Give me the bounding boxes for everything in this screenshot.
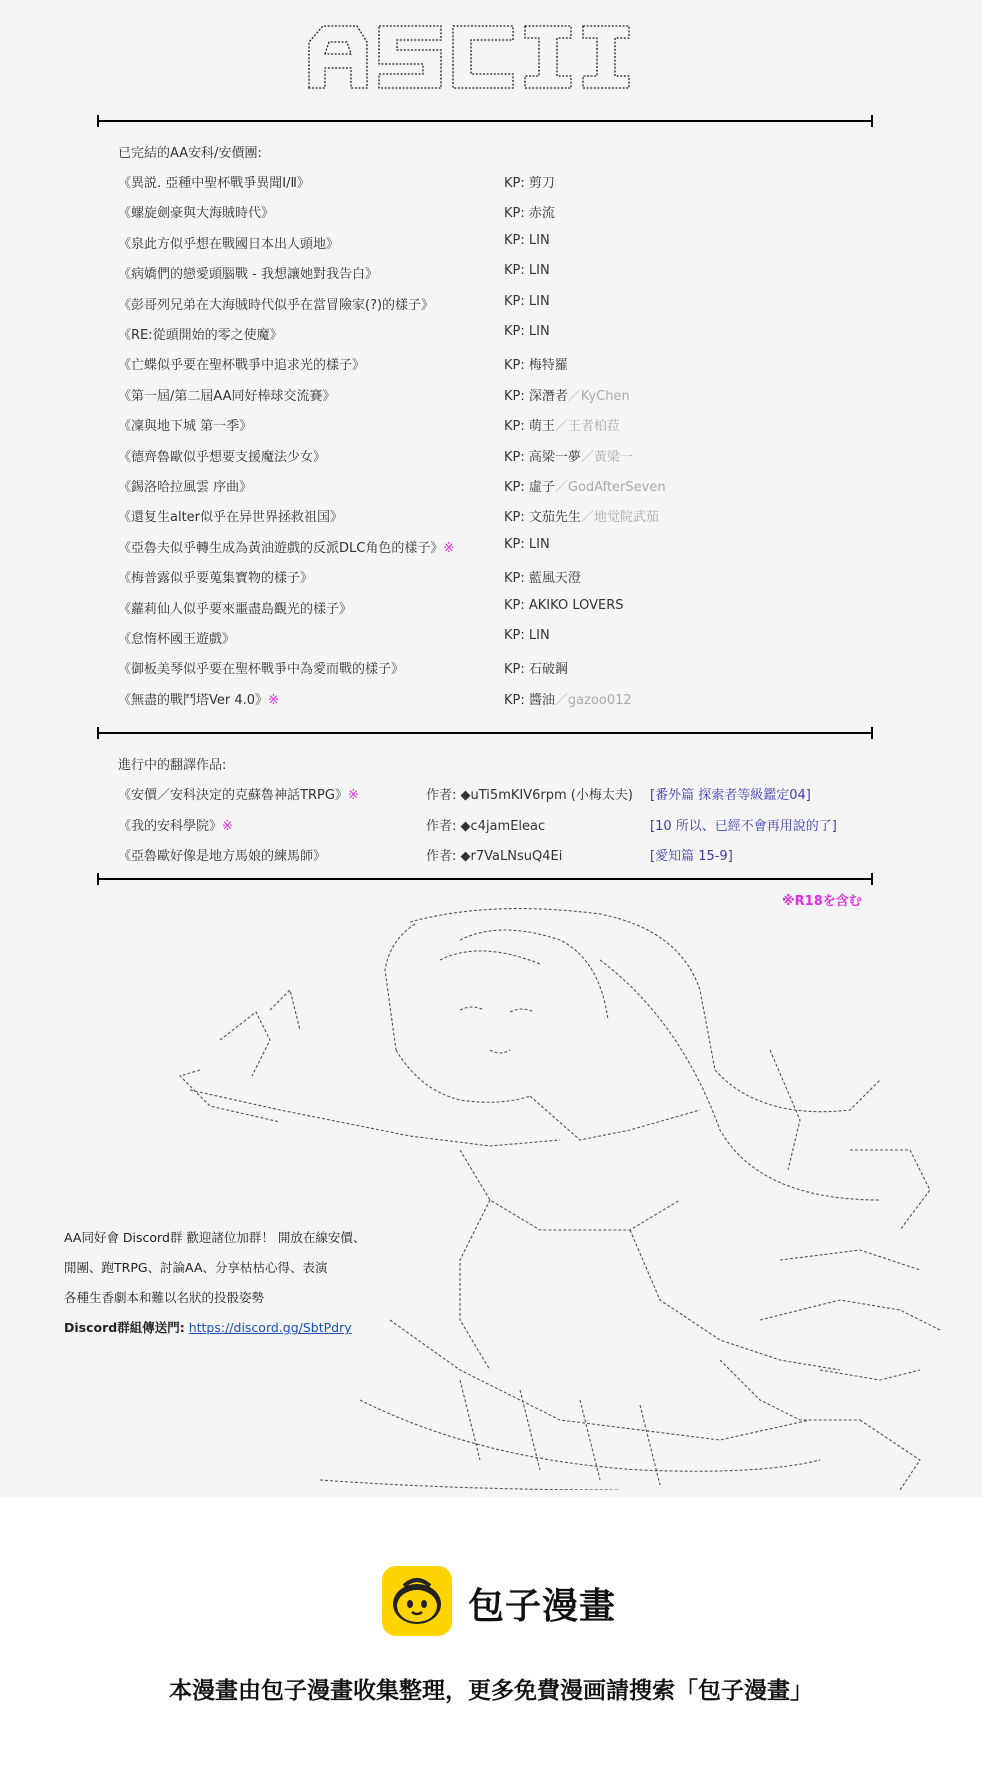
author-prefix: 作者: [426,788,457,803]
completed-row [118,476,878,500]
completed-row [118,324,878,348]
completed-title-text: 《泉此方似乎想在戰國日本出人頭地》 [118,236,340,252]
ongoing-chapter-link[interactable]: [番外篇 探索者等級鑑定04] [650,788,811,803]
divider-middle [97,732,873,734]
completed-title [118,172,310,191]
ongoing-author [426,845,562,864]
ongoing-title [118,815,233,834]
kp-prefix: KP: [504,293,525,309]
kp-prefix: KP: [504,480,525,495]
completed-title-text: 《錫洛哈拉風雲 序曲》 [118,480,253,495]
kp-name: LIN [528,293,550,309]
kp-prefix: KP: [504,206,525,222]
completed-kp [504,506,659,525]
author-name: ◆r7VaLNsuQ4Ei [460,849,563,864]
completed-kp [504,567,581,586]
ongoing-heading: 進行中的翻譯作品: [118,758,227,773]
kp-name: 赤流 [528,206,555,222]
completed-kp [504,324,550,339]
completed-row [118,294,878,318]
completed-title-text: 《御板美琴似乎要在聖杯戰爭中為愛而戰的樣子》 [118,662,405,678]
kp-alt-name: ／gazoo012 [554,692,632,708]
completed-kp [504,385,630,404]
ongoing-title [118,845,326,864]
author-prefix: 作者: [426,818,457,834]
kp-name: LIN [528,263,550,279]
ascii-logo-icon [305,20,635,92]
kp-name: LIN [528,536,550,552]
ongoing-title-text: 《安價／安科決定的克蘇魯神話TRPG》 [118,788,348,803]
note-mark: ※ [222,818,233,834]
kp-alt-name: ／地觉院武茄 [580,510,659,526]
kp-name: 藍風天澄 [528,571,581,587]
kp-alt-name: ／王者柏菈 [554,419,620,435]
kp-alt-name: ／GodAfterSeven [554,480,666,495]
completed-kp [504,415,620,434]
kp-prefix: KP: [504,662,525,678]
completed-title [118,658,404,677]
completed-kp [504,202,555,221]
ongoing-title [118,784,359,803]
ongoing-row [118,784,878,808]
kp-prefix: KP: [504,263,525,279]
completed-title [118,233,339,252]
completed-title-text: 《螺旋劍豪與大海賊時代》 [118,206,275,222]
completed-title [118,415,252,434]
completed-title [118,385,336,404]
completed-title [118,506,343,525]
completed-row [118,263,878,287]
kp-prefix: KP: [504,324,525,339]
completed-kp [504,446,633,465]
ongoing-author [426,815,545,834]
completed-title-text: 《亞魯夫似乎轉生成為黃油遊戲的反派DLC角色的樣子》 [118,540,444,556]
kp-name: 高梁一夢 [528,449,581,465]
kp-name: LIN [528,628,550,643]
completed-title-text: 《無盡的戰鬥塔Ver 4.0》 [118,692,269,708]
kp-name: 剪刀 [528,176,555,191]
r18-note: ※R18を含む [782,894,862,909]
bun-face-svg [382,1566,452,1636]
author-name: ◆c4jamEleac [460,818,546,834]
completed-title-text: 《凜與地下城 第一季》 [118,419,253,435]
kp-name: 虛子 [528,480,555,495]
author-prefix: 作者: [426,849,457,864]
completed-title-text: 《彭哥列兄弟在大海賊時代似乎在當冒險家(?)的樣子》 [118,297,435,313]
completed-title-text: 《怠惰杯國王遊戲》 [118,632,236,647]
completed-row [118,415,878,439]
completed-title [118,202,274,221]
completed-row [118,385,878,409]
completed-title [118,567,313,586]
brand-name: 包子漫畫 [468,1586,617,1627]
completed-kp [504,233,550,248]
completed-title [118,537,454,556]
completed-kp [504,628,550,643]
ongoing-title-text: 《亞魯歐好像是地方馬娘的練馬師》 [118,849,327,864]
kp-prefix: KP: [504,571,525,587]
footer-text: 本漫畫由包子漫畫收集整理，更多免費漫画請搜索「包子漫畫」 [169,1678,813,1704]
kp-name: 文茄先生 [528,510,581,526]
completed-title [118,354,365,373]
kp-prefix: KP: [504,449,525,465]
completed-title [118,324,283,343]
completed-title-text: 《蘿莉仙人似乎要來噩盡島觀光的樣子》 [118,601,353,617]
completed-kp [504,354,568,373]
completed-title [118,628,235,647]
completed-row [118,446,878,470]
ongoing-row [118,845,878,869]
completed-heading: 已完結的AA安科/安價團: [118,146,262,161]
kp-name: LIN [528,232,550,248]
kp-name: 萌王 [528,419,555,435]
completed-kp [504,263,550,278]
completed-title-text: 《第一屆/第二屆AA同好棒球交流賽》 [118,388,336,404]
completed-title-text: 《異説. 亞種中聖杯戰爭異聞Ⅰ/Ⅱ》 [118,176,310,191]
completed-title [118,294,434,313]
ascii-art-illustration-icon [160,900,940,1490]
note-mark: ※ [268,692,279,708]
kp-name: 深潛者 [528,388,568,404]
discord-line-1: AA同好會 Discord群 歡迎諸位加群！ 開放在線安價、 [64,1230,366,1245]
kp-name: AKIKO LOVERS [528,597,624,613]
completed-kp [504,598,624,613]
bun-face-icon [382,1566,452,1636]
discord-link-label: Discord群組傳送門: [64,1320,185,1335]
kp-name: LIN [528,324,550,339]
completed-title [118,446,326,465]
completed-kp [504,658,568,677]
completed-row [118,628,878,652]
completed-row [118,172,878,196]
kp-prefix: KP: [504,419,525,435]
completed-row [118,567,878,591]
completed-title-text: 《梅普露似乎要蒐集寶物的樣子》 [118,571,314,587]
kp-prefix: KP: [504,536,525,552]
completed-kp [504,689,632,708]
kp-prefix: KP: [504,628,525,643]
kp-alt-name: ／黃梁一 [580,449,633,465]
discord-link[interactable]: https://discord.gg/SbtPdry [188,1320,352,1335]
note-mark: ※ [347,788,359,803]
note-mark: ※ [443,540,455,556]
completed-title [118,476,252,495]
kp-name: 醬油 [528,692,555,708]
completed-title [118,598,352,617]
completed-row [118,233,878,257]
completed-row [118,658,878,682]
discord-line-2: 閒團、跑TRPG、討論AA、分享枯枯心得、表演 [64,1260,328,1275]
ongoing-title-text: 《我的安科學院》 [118,818,223,834]
ongoing-author [426,784,633,803]
ongoing-chapter-link[interactable]: [愛知篇 15-9] [650,849,733,864]
completed-title-text: 《RE:從頭開始的零之使魔》 [118,328,283,343]
divider-top [97,120,873,122]
completed-title [118,689,279,708]
kp-prefix: KP: [504,232,525,248]
brand-logo[interactable] [382,1566,617,1638]
discord-link-row [64,1318,352,1336]
kp-prefix: KP: [504,597,525,613]
completed-kp [504,172,555,191]
completed-row [118,354,878,378]
completed-title-text: 《病嬌們的戀愛頭腦戰 - 我想讓她對我告白》 [118,267,378,283]
completed-title-text: 《德齊魯歐似乎想要支援魔法少女》 [118,449,327,465]
completed-kp [504,476,666,495]
completed-row [118,506,878,530]
completed-row [118,689,878,713]
completed-title-text: 《亡蝶似乎要在聖杯戰爭中追求光的樣子》 [118,358,366,374]
kp-prefix: KP: [504,692,525,708]
discord-line-3: 各種生香劇本和難以名狀的投骰姿勢 [64,1290,265,1305]
completed-kp [504,294,550,309]
kp-name: 梅特羅 [528,358,568,374]
completed-row [118,202,878,226]
kp-prefix: KP: [504,176,525,191]
author-name: ◆uTi5mKIV6rpm (小梅太夫) [460,788,633,803]
divider-bottom [97,878,873,880]
ongoing-chapter-link[interactable]: [10 所以、已經不會再用說的了] [650,818,837,834]
completed-row [118,598,878,622]
kp-name: 石破鋼 [528,662,568,678]
ongoing-row [118,815,878,839]
completed-row [118,537,878,561]
kp-alt-name: ／KyChen [567,388,630,404]
kp-prefix: KP: [504,510,525,526]
kp-prefix: KP: [504,358,525,374]
kp-prefix: KP: [504,388,525,404]
completed-kp [504,537,550,552]
completed-title-text: 《還复生alter似乎在异世界拯救祖国》 [118,510,344,526]
completed-title [118,263,378,282]
